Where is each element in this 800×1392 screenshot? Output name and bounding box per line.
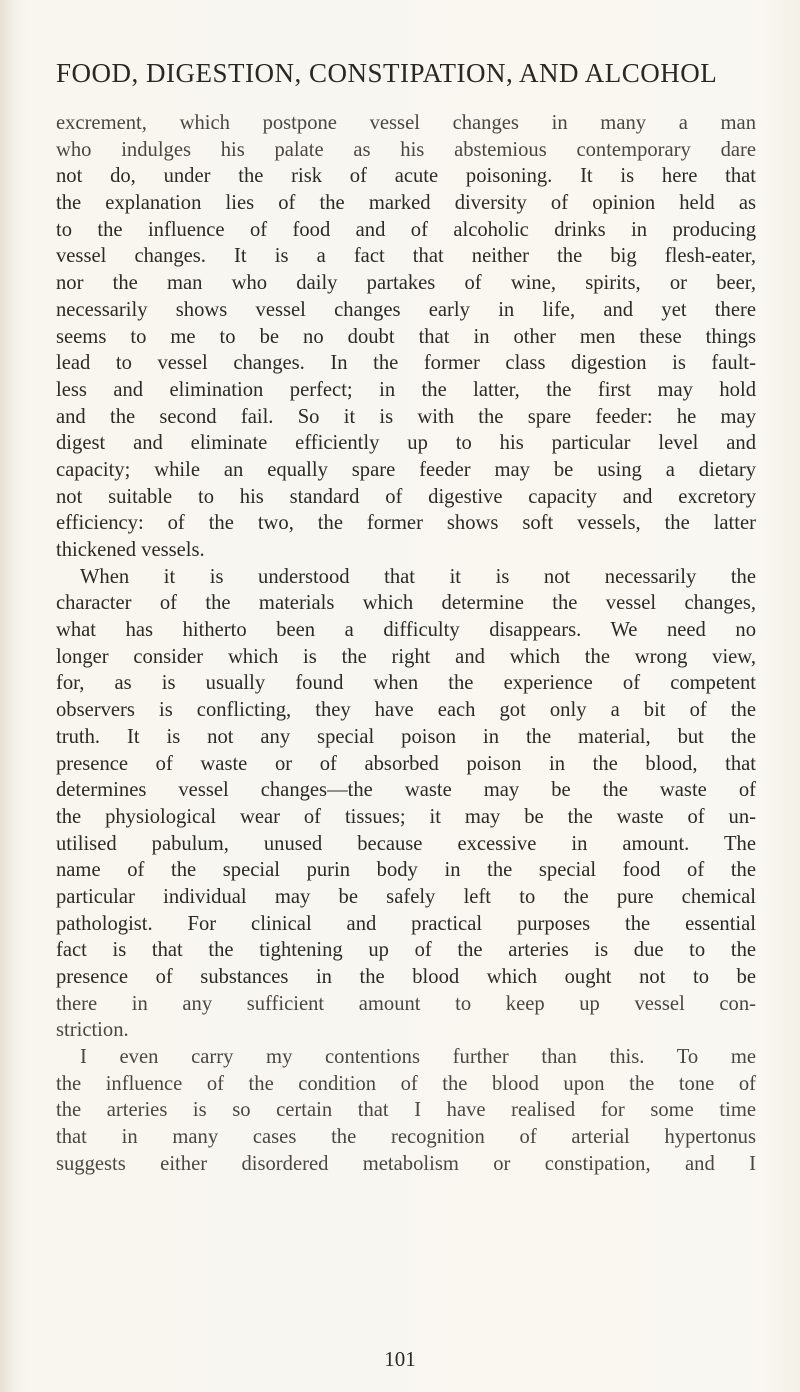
- page-number: 101: [384, 1347, 416, 1371]
- text-line: observers is conflicting, they have each got only a bit of the: [56, 699, 756, 722]
- text-line: capacity; while an equally spare feeder may be using a dietary: [56, 458, 756, 481]
- text-line: not suitable to his standard of digestive capacity and excretory: [56, 485, 756, 508]
- text-line: that in many cases the recognition of arterial hypertonus: [56, 1126, 756, 1149]
- text-line: less and elimination perfect; in the latter, the first may hold: [56, 378, 756, 401]
- text-line: nor the man who daily partakes of wine, spirits, or beer,: [56, 272, 756, 295]
- text-line: presence of substances in the blood which ought not to be: [56, 966, 756, 988]
- body-text: [56, 110, 756, 1178]
- page-gutter-shadow: [0, 0, 14, 1392]
- text-line: lead to vessel changes. In the former class digestion is fault-: [56, 352, 756, 375]
- text-line: excrement, which postpone vessel changes in many a man: [56, 112, 756, 134]
- text-line: to the influence of food and of alcoholic drinks in producing: [56, 218, 756, 241]
- text-line: I even carry my contentions further than this. To me: [80, 1046, 756, 1069]
- text-line: there in any sufficient amount to keep up vessel con-: [56, 992, 756, 1015]
- text-line: the influence of the condition of the blood upon the tone of: [56, 1072, 756, 1095]
- text-line: vessel changes. It is a fact that neither the big flesh-eater,: [56, 245, 756, 268]
- text-line: name of the special purin body in the special food of the: [56, 859, 756, 882]
- text-line: the physiological wear of tissues; it may be the waste of un-: [56, 805, 756, 828]
- text-line: suggests either disordered metabolism or constipation, and I: [56, 1152, 756, 1175]
- text-line: truth. It is not any special poison in the material, but the: [56, 725, 756, 748]
- text-line: who indulges his palate as his abstemious contemporary dare: [56, 138, 756, 161]
- text-line: the explanation lies of the marked diversity of opinion held as: [56, 192, 756, 215]
- text-line: character of the materials which determine the vessel changes,: [56, 592, 756, 615]
- text-line: determines vessel changes—the waste may be the waste of: [56, 779, 756, 802]
- text-line: digest and eliminate efficiently up to his particular level and: [56, 432, 756, 455]
- text-line: and the second fail. So it is with the spare feeder: he may: [56, 405, 756, 428]
- text-line: for, as is usually found when the experience of competent: [56, 672, 756, 695]
- text-line: particular individual may be safely left to the pure chemical: [56, 885, 756, 908]
- text-line: necessarily shows vessel changes early in life, and yet there: [56, 298, 756, 321]
- text-line: When it is understood that it is not necessarily the: [80, 565, 756, 588]
- text-line: presence of waste or of absorbed poison in the blood, that: [56, 752, 756, 775]
- text-line: not do, under the risk of acute poisoning. It is here that: [56, 165, 756, 188]
- text-line: efficiency: of the two, the former shows soft vessels, the latter: [56, 512, 756, 535]
- text-line: what has hitherto been a difficulty disappears. We need no: [56, 619, 756, 642]
- text-line: seems to me to be no doubt that in other men these things: [56, 325, 756, 348]
- text-line: the arteries is so certain that I have realised for some time: [56, 1099, 756, 1122]
- text-line: striction.: [56, 1019, 129, 1042]
- text-line: pathologist. For clinical and practical purposes the essential: [56, 912, 756, 935]
- text-line: utilised pabulum, unused because excessive in amount. The: [56, 832, 756, 855]
- running-head: FOOD, DIGESTION, CONSTIPATION, AND ALCOHOL: [56, 58, 718, 88]
- text-line: longer consider which is the right and which the wrong view,: [56, 645, 756, 668]
- text-line: thickened vessels.: [56, 539, 205, 561]
- text-line: fact is that the tightening up of the arteries is due to the: [56, 939, 756, 962]
